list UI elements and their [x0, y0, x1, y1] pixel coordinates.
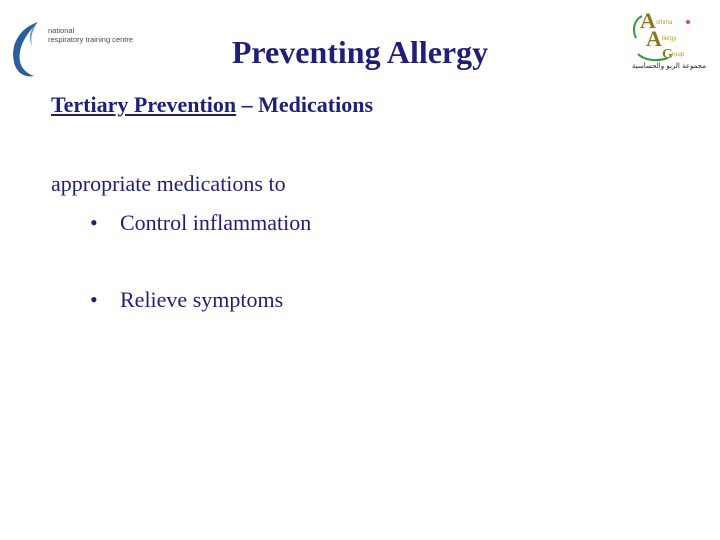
subtitle-rest: – Medications — [236, 92, 374, 117]
slide-subtitle — [51, 92, 373, 118]
aag-letter-g: G — [662, 47, 673, 62]
bullet-text: Relieve symptoms — [120, 287, 284, 312]
aag-logo-arabic: مجموعة الربو والحساسية — [632, 62, 706, 70]
aag-word-1: sthma — [656, 20, 673, 26]
nrtc-logo-line-1: national — [48, 26, 75, 35]
aag-dot-icon — [686, 20, 690, 24]
bullet-text: Control inflammation — [120, 210, 312, 235]
aag-letter-a1: A — [640, 8, 656, 33]
subtitle-underlined: Tertiary Prevention — [51, 92, 237, 117]
slide-title: Preventing Allergy — [231, 34, 489, 70]
nrtc-logo-line-2: respiratory training centre — [48, 35, 134, 44]
bullet-marker: • — [90, 210, 98, 235]
aag-letter-a2: A — [646, 26, 662, 51]
slide-body-text: appropriate medications to — [51, 171, 286, 196]
aag-word-2: llergy — [662, 36, 677, 42]
bullet-item — [90, 210, 311, 236]
bullet-item — [90, 287, 283, 313]
bullet-marker: • — [90, 287, 98, 312]
aag-word-3: roup — [672, 52, 685, 58]
